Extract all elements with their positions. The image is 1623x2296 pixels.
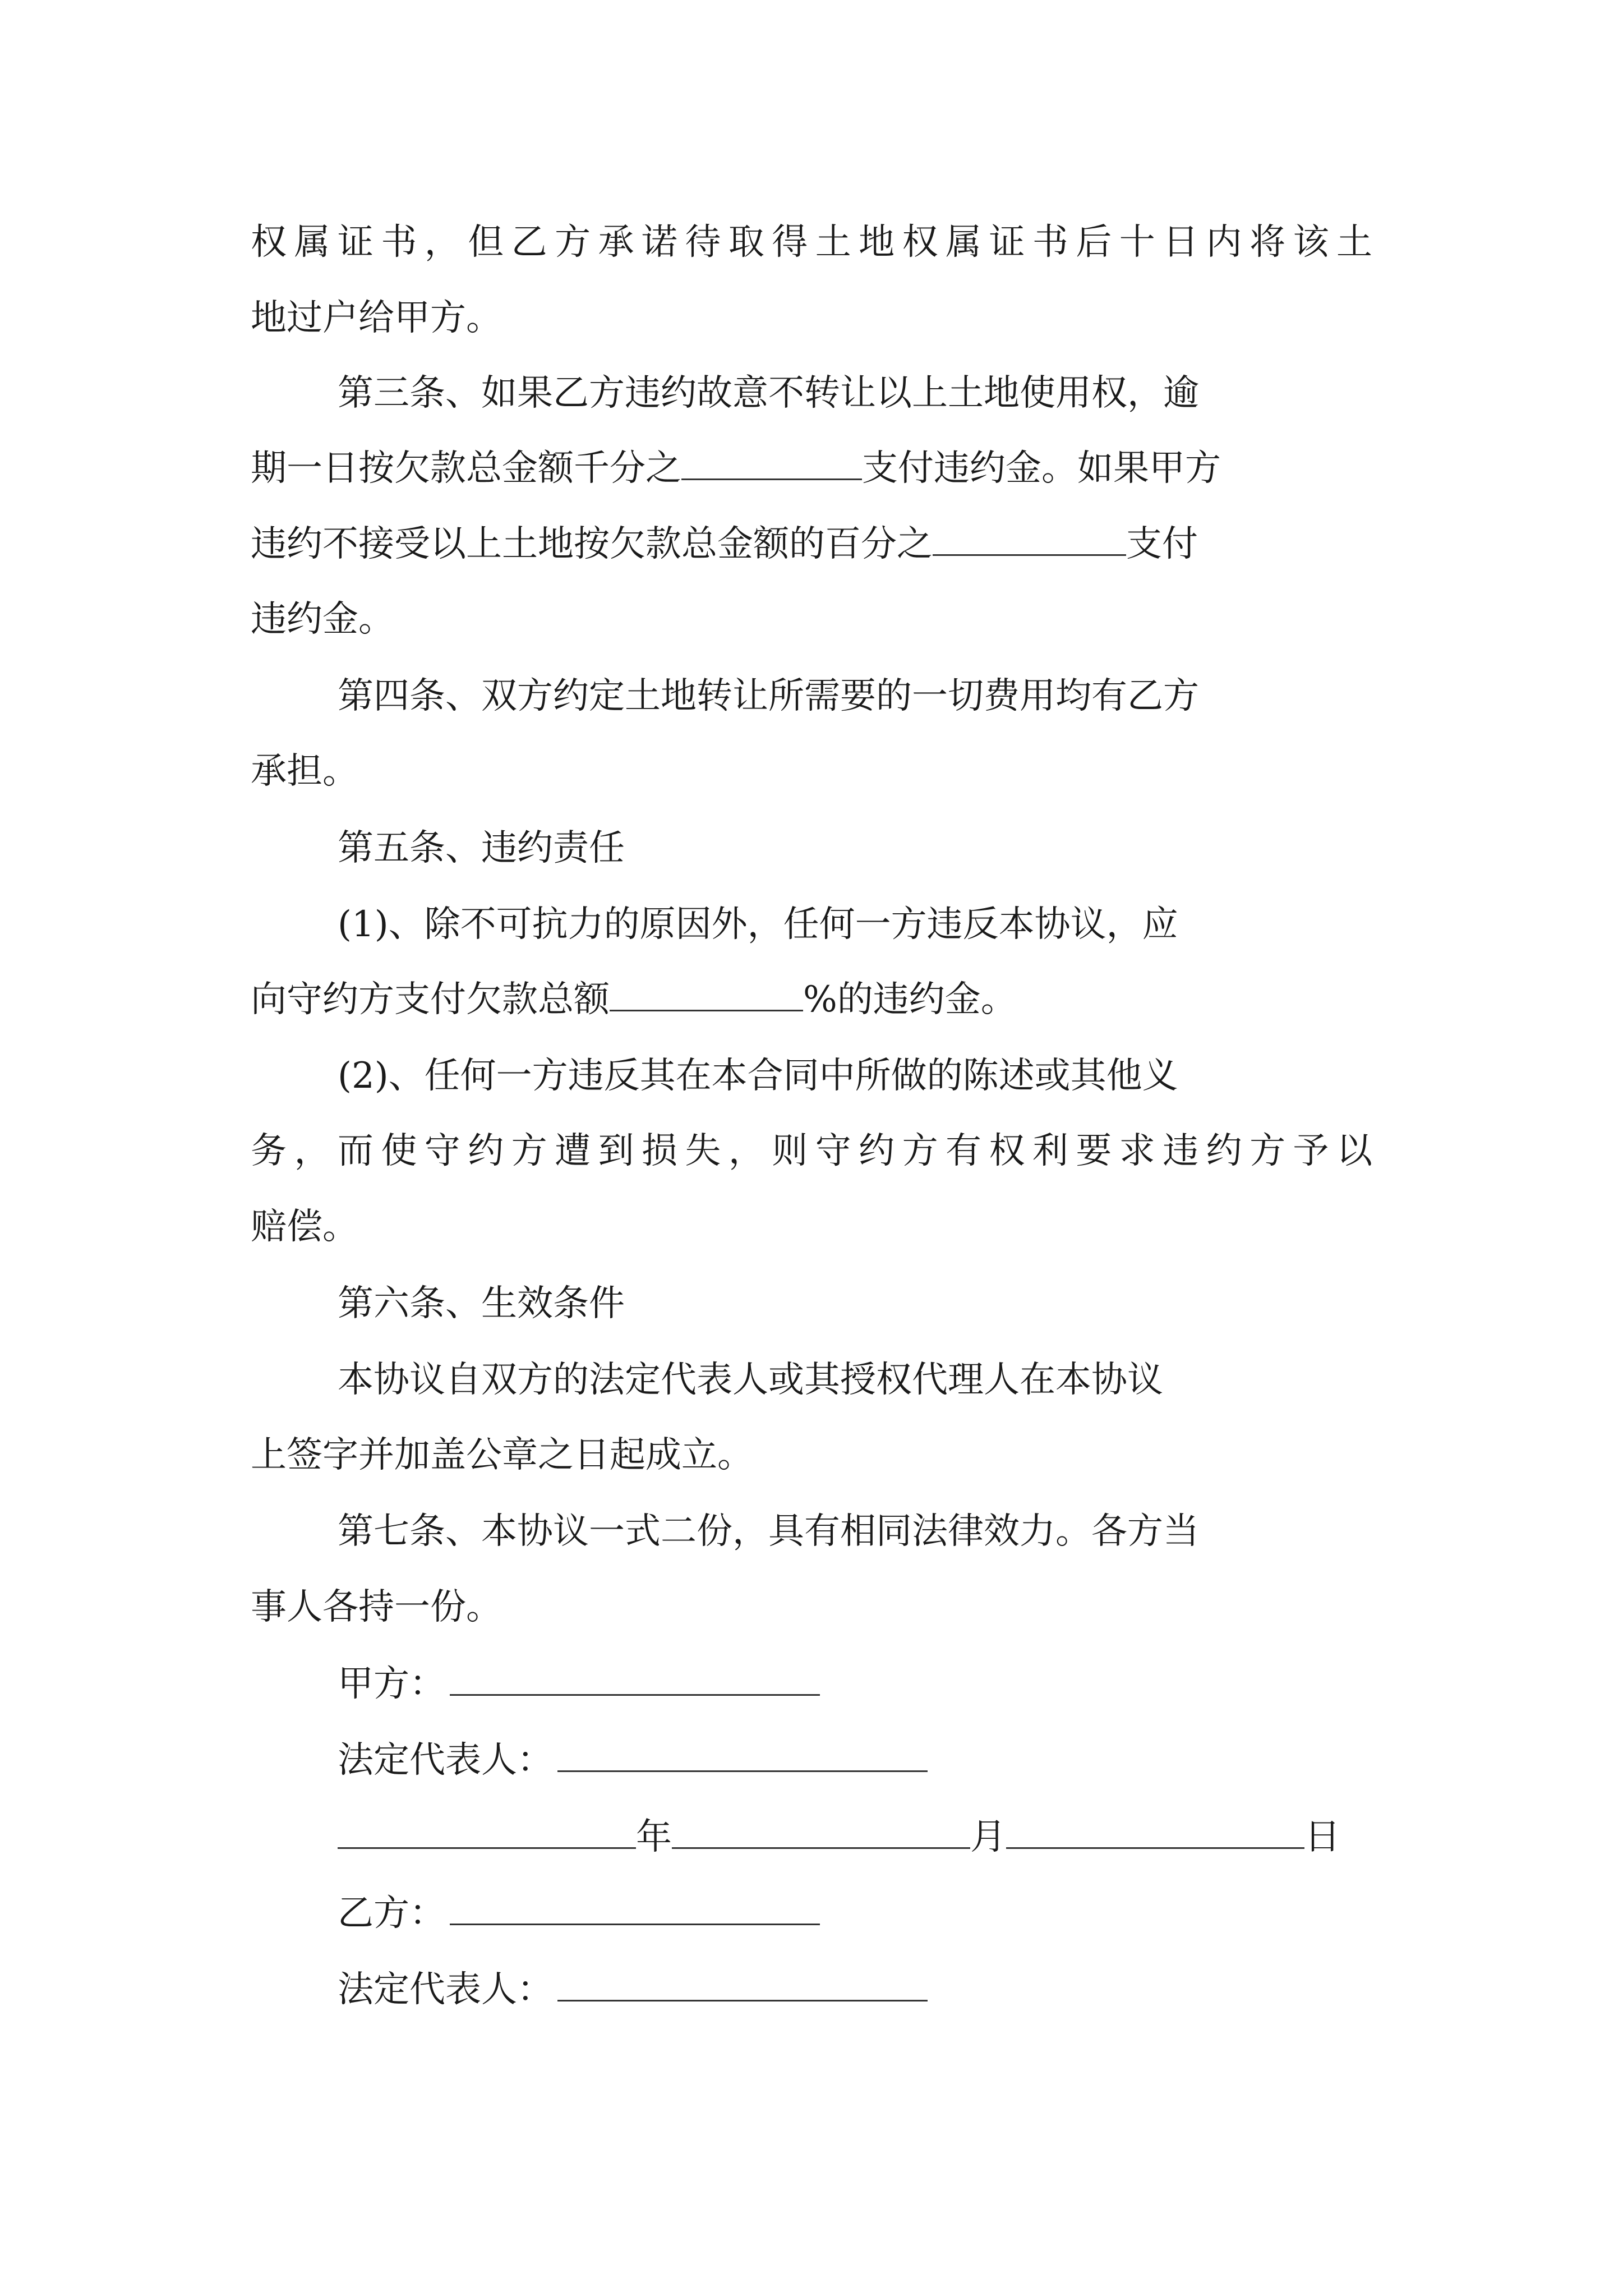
rep-a-field[interactable] <box>557 1736 928 1772</box>
rep-b-row <box>338 1964 928 2015</box>
paragraph-line: 赔偿。 <box>251 1206 358 1248</box>
line-text: 违约不接受以上土地按欠款总金额的百分之 <box>251 523 933 565</box>
article-4-line: 第四条、双方约定土地转让所需要的一切费用均有乙方 <box>338 675 1199 717</box>
line-text: %的违约金。 <box>803 979 1017 1020</box>
day-label: 日 <box>1304 1816 1340 1858</box>
paragraph-line: 上签字并加盖公章之日起成立。 <box>251 1434 753 1476</box>
rep-a-label: 法定代表人： <box>338 1740 553 1781</box>
fill-in-blank[interactable] <box>933 519 1126 556</box>
rep-b-label: 法定代表人： <box>338 1969 553 2010</box>
party-a-label: 甲方： <box>338 1663 445 1705</box>
paragraph-line: 违约金。 <box>251 599 394 640</box>
line-text: 支付违约金。如果甲方 <box>862 448 1221 489</box>
party-a-row <box>338 1659 820 1709</box>
line-text: 期一日按欠款总金额千分之 <box>251 448 681 489</box>
fill-in-blank[interactable] <box>610 975 803 1011</box>
year-field[interactable] <box>338 1812 636 1849</box>
clause-2-line: (2)、任何一方违反其在本合同中所做的陈述或其他义 <box>338 1055 1178 1097</box>
paragraph-line: 务，而使守约方遭到损失，则守约方有权利要求违约方予以 <box>251 1130 1372 1172</box>
party-a-field[interactable] <box>450 1659 820 1696</box>
date-row <box>338 1812 1340 1862</box>
paragraph-line <box>251 974 1017 1025</box>
day-field[interactable] <box>1006 1812 1304 1849</box>
party-b-field[interactable] <box>450 1889 820 1925</box>
article-6-heading: 第六条、生效条件 <box>338 1283 625 1324</box>
month-label: 月 <box>970 1816 1006 1858</box>
paragraph-line: 本协议自双方的法定代表人或其授权代理人在本协议 <box>338 1359 1163 1401</box>
month-field[interactable] <box>672 1812 970 1849</box>
paragraph-line: 事人各持一份。 <box>251 1586 502 1628</box>
paragraph-line: 地过户给甲方。 <box>251 297 502 339</box>
article-7-line: 第七条、本协议一式二份，具有相同法律效力。各方当 <box>338 1511 1199 1552</box>
line-text: 向守约方支付欠款总额 <box>251 979 610 1020</box>
paragraph-line: 承担。 <box>251 751 358 792</box>
paragraph-line <box>251 519 1198 569</box>
line-text: 支付 <box>1126 523 1198 565</box>
article-3-line: 第三条、如果乙方违约故意不转让以上土地使用权，逾 <box>338 372 1199 414</box>
article-5-heading: 第五条、违约责任 <box>338 827 625 869</box>
rep-a-row <box>338 1735 928 1786</box>
party-b-label: 乙方： <box>338 1893 445 1934</box>
clause-1-line: (1)、除不可抗力的原因外，任何一方违反本协议，应 <box>338 904 1178 945</box>
year-label: 年 <box>636 1816 672 1858</box>
paragraph-line: 权属证书，但乙方承诺待取得土地权属证书后十日内将该土 <box>251 222 1372 263</box>
fill-in-blank[interactable] <box>681 444 862 480</box>
party-b-row <box>338 1888 820 1939</box>
paragraph-line <box>251 443 1221 494</box>
rep-b-field[interactable] <box>557 1965 928 2001</box>
